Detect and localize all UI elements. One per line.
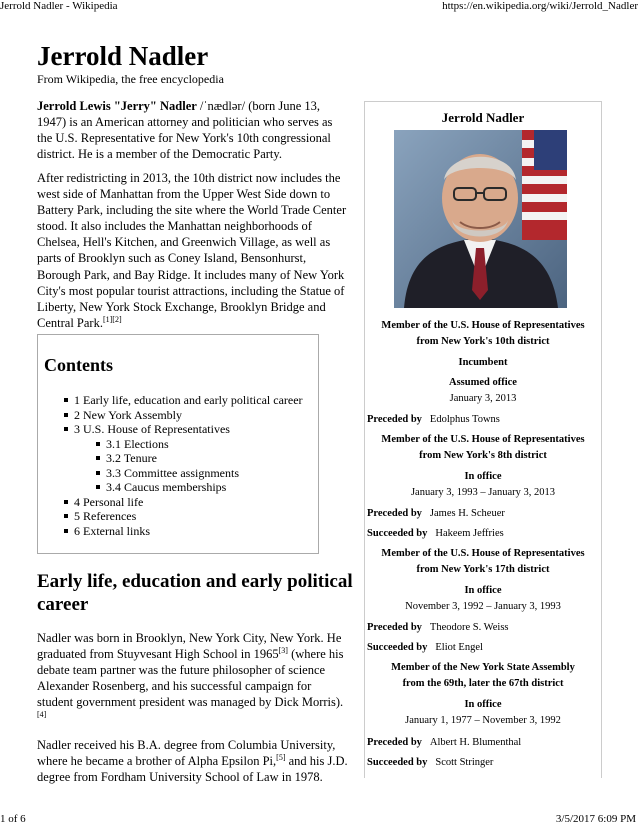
office-title[interactable]: Member of the U.S. House of Representatives <box>381 548 585 559</box>
paragraph-text: and his J.D. degree from Fordham University School of Law in 1978. <box>37 754 348 785</box>
portrait-image <box>394 130 567 308</box>
preceded-label: Preceded by <box>367 508 422 519</box>
preceded-by-row <box>367 507 601 521</box>
toc-subitem[interactable]: 3.4 Caucus memberships <box>96 480 303 495</box>
print-header <box>0 0 638 14</box>
district-text: After redistricting in 2013, the 10th district now includes the west side of Manhattan from the Upper West Side down to Battery Park, including the site where the World Trade Center stood. It also includes the Manhattan neighborhoods of Chelsea, Hell's Kitchen, and Greenwich Village, as well as parts of Brooklyn such as Coney Island, Bensonhurst, Borough Park, and Bay Ridge. It includes many of New York City's most popular tourist attractions, including the Statue of Liberty, New York Stock Exchange, Brooklyn Bridge and Central Park. <box>37 171 347 330</box>
in-office-label: In office <box>464 585 502 596</box>
header-url[interactable]: https://en.wikipedia.org/wiki/Jerrold_Nadler <box>442 0 638 12</box>
incumbent-label: Incumbent <box>458 357 508 368</box>
preceded-by-row <box>367 413 601 427</box>
predecessor-link[interactable]: Albert H. Blumenthal <box>429 737 522 748</box>
intro-text: (born June 13, 1947) is an American attorney and politician who serves as the U.S. Representative for New York's 10th congressional district. He is a member of the Democratic Party. <box>37 99 333 162</box>
preceded-by-row <box>367 736 601 750</box>
header-page-title: Jerrold Nadler - Wikipedia <box>0 0 118 12</box>
preceded-label: Preceded by <box>367 737 422 748</box>
predecessor-link[interactable]: Edolphus Towns <box>429 414 500 425</box>
successor-link[interactable]: Hakeem Jeffries <box>435 528 504 539</box>
term-dates: November 3, 1992 – January 3, 1993 <box>405 601 561 612</box>
toc-subitem[interactable]: 3.3 Committee assignments <box>96 466 303 481</box>
intro-paragraph <box>37 98 350 162</box>
toc-item[interactable]: 3 U.S. House of Representatives <box>64 422 303 437</box>
term-dates: January 3, 1993 – January 3, 2013 <box>410 487 556 498</box>
portrait-photo[interactable] <box>394 130 567 308</box>
office-subtitle[interactable]: from New York's 8th district <box>419 450 547 461</box>
succeeded-label: Succeeded by <box>367 757 428 768</box>
succeeded-by-row <box>367 756 601 770</box>
succeeded-label: Succeeded by <box>367 642 428 653</box>
office-title[interactable]: Member of the U.S. House of Representatives <box>381 320 585 331</box>
office-title[interactable]: Member of the New York State Assembly <box>391 662 575 673</box>
subject-name: Jerrold Lewis "Jerry" Nadler <box>37 99 197 113</box>
print-footer <box>0 812 638 826</box>
reference-link[interactable]: [5] <box>276 752 286 762</box>
paragraph-text: Nadler was born in Brooklyn, New York City, New York. He graduated from Stuyvesant High School in 1965 <box>37 631 342 662</box>
toc-subitem[interactable]: 3.1 Elections <box>96 437 303 452</box>
preceded-by-row <box>367 621 601 635</box>
preceded-label: Preceded by <box>367 622 422 633</box>
toc-item[interactable]: 5 References <box>64 509 303 524</box>
toc-item[interactable]: 4 Personal life <box>64 495 303 510</box>
office-subtitle[interactable]: from New York's 10th district <box>416 336 550 347</box>
in-office-label: In office <box>464 471 502 482</box>
infobox <box>364 101 602 778</box>
office-subtitle[interactable]: from the 69th, later the 67th district <box>402 678 564 689</box>
succeeded-label: Succeeded by <box>367 528 428 539</box>
preceded-label: Preceded by <box>367 414 422 425</box>
succeeded-by-row <box>367 527 601 541</box>
assumed-office-date: January 3, 2013 <box>449 393 517 404</box>
district-paragraph <box>37 170 350 331</box>
table-of-contents <box>37 334 319 554</box>
tagline: From Wikipedia, the free encyclopedia <box>37 72 224 86</box>
section-heading: Early life, education and early political career <box>37 571 353 615</box>
toc-item[interactable]: 1 Early life, education and early political career <box>64 393 303 408</box>
toc-item[interactable]: 2 New York Assembly <box>64 408 303 423</box>
paragraph-text: (where his debate team partner was the future philosopher of science Alexander Rosenberg, and his successful campaign for student government president was managed by Dick Morris). <box>37 647 344 710</box>
toc-item[interactable]: 6 External links <box>64 524 303 539</box>
term-dates: January 1, 1977 – November 3, 1992 <box>405 715 561 726</box>
successor-link[interactable]: Eliot Engel <box>435 642 483 653</box>
predecessor-link[interactable]: James H. Scheuer <box>429 508 505 519</box>
predecessor-link[interactable]: Theodore S. Weiss <box>429 622 509 633</box>
infobox-title: Jerrold Nadler <box>441 110 525 125</box>
early-life-paragraph <box>37 630 350 727</box>
assumed-office-label: Assumed office <box>449 377 517 388</box>
in-office-label: In office <box>464 699 502 710</box>
page-title: Jerrold Nadler <box>37 41 209 71</box>
paragraph-text: Nadler received his B.A. degree from Columbia University, where he became a brother of Alpha Epsilon Pi, <box>37 738 336 769</box>
office-subtitle[interactable]: from New York's 17th district <box>416 564 550 575</box>
print-timestamp: 3/5/2017 6:09 PM <box>555 813 636 825</box>
succeeded-by-row <box>367 641 601 655</box>
reference-link[interactable]: [4] <box>37 710 47 720</box>
toc-title: Contents <box>44 355 114 375</box>
successor-link[interactable]: Scott Stringer <box>435 757 494 768</box>
pronunciation[interactable]: /ˈnædlər/ <box>196 99 246 113</box>
toc-subitem[interactable]: 3.2 Tenure <box>96 451 303 466</box>
reference-link[interactable]: [3] <box>278 645 288 655</box>
reference-link[interactable]: [1][2] <box>102 314 122 324</box>
education-paragraph <box>37 737 350 785</box>
toc-list <box>64 393 303 538</box>
office-title[interactable]: Member of the U.S. House of Representatives <box>381 434 585 445</box>
page-count: 1 of 6 <box>0 813 26 825</box>
